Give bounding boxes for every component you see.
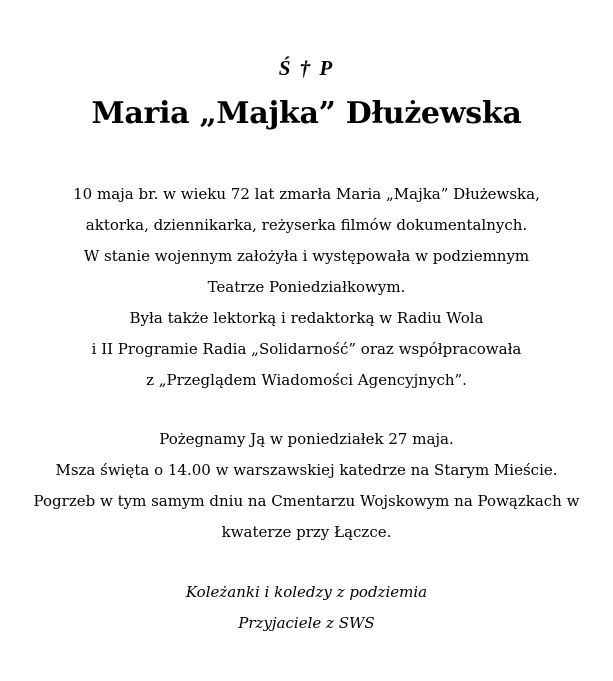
obituary-line: Teatrze Poniedziałkowym. [207, 278, 406, 296]
deceased-name: Maria „Majka” Dłużewska [91, 96, 522, 131]
signature-line: Koleżanki i koledzy z podziemia [185, 583, 428, 601]
obituary-line: Była także lektorką i redaktorką w Radiu Wola [129, 309, 484, 327]
obituary-text [0, 179, 613, 396]
funeral-line: Pogrzeb w tym samym dniu na Cmentarzu Wojskowym na Powązkach w [33, 492, 580, 510]
funeral-line: Pożegnamy Ją w poniedziałek 27 maja. [159, 430, 454, 448]
signature-line: Przyjaciele z SWS [238, 614, 375, 632]
obituary-line: 10 maja br. w wieku 72 lat zmarła Maria „Majka” Dłużewska, [73, 185, 540, 203]
obituary-line: aktorka, dziennikarka, reżyserka filmów dokumentalnych. [85, 216, 528, 234]
cross-symbol-heading: Ś † P [278, 56, 335, 80]
funeral-line: kwaterze przy Łączce. [221, 523, 392, 541]
funeral-line: Msza święta o 14.00 w warszawskiej katedrze na Starym Mieście. [55, 461, 558, 479]
obituary-line: W stanie wojennym założyła i występowała w podziemnym [83, 247, 530, 265]
signature [0, 577, 613, 639]
obituary-line: i II Programie Radia „Solidarność” oraz współpracowała [91, 340, 522, 358]
obituary-line: z „Przeglądem Wiadomości Agencyjnych”. [146, 371, 467, 389]
funeral-details [0, 424, 613, 548]
